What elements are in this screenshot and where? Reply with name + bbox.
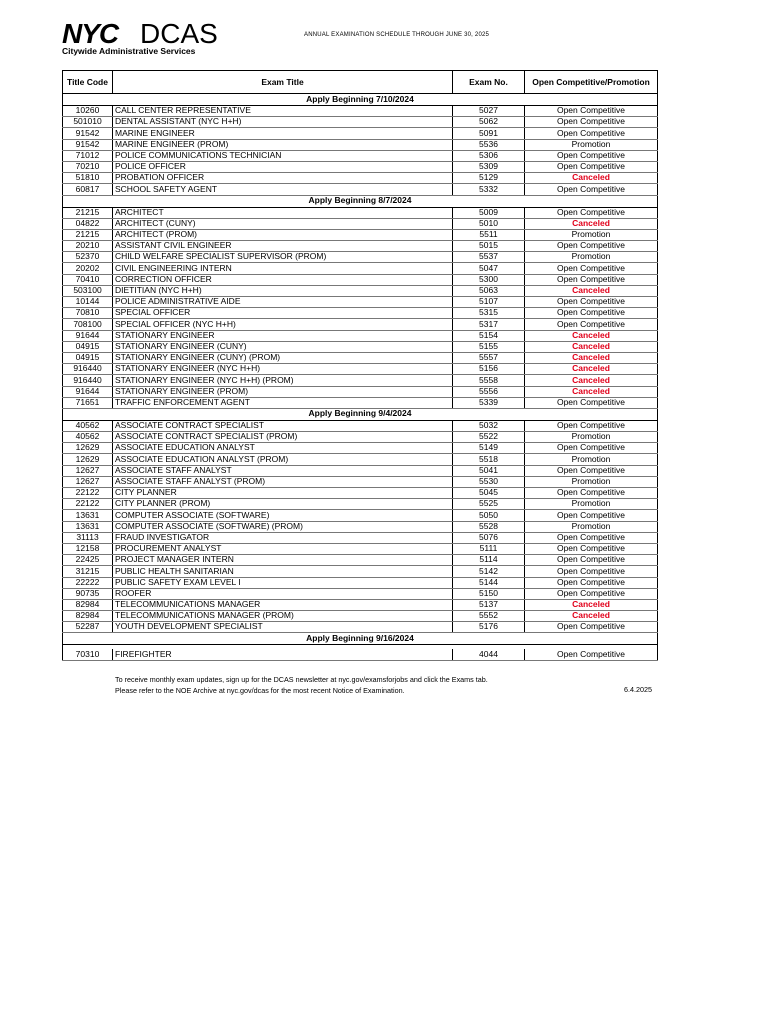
title-code-cell: 916440 xyxy=(63,364,113,375)
exam-title-cell: SCHOOL SAFETY AGENT xyxy=(113,184,453,195)
title-code-cell: 20202 xyxy=(63,263,113,274)
title-code-cell: 13631 xyxy=(63,510,113,521)
title-code-cell: 60817 xyxy=(63,184,113,195)
exam-title-cell: CHILD WELFARE SPECIALIST SUPERVISOR (PROM) xyxy=(113,252,453,263)
table-row xyxy=(63,252,658,263)
exam-title-cell: ASSOCIATE EDUCATION ANALYST xyxy=(113,443,453,454)
table-row xyxy=(63,420,658,431)
table-row xyxy=(63,173,658,184)
exam-title-cell: ARCHITECT (CUNY) xyxy=(113,218,453,229)
title-code-cell: 12627 xyxy=(63,465,113,476)
exam-title-cell: DENTAL ASSISTANT (NYC H+H) xyxy=(113,117,453,128)
title-code-cell: 70810 xyxy=(63,308,113,319)
exam-number-cell: 5511 xyxy=(453,229,525,240)
exam-number-cell: 5150 xyxy=(453,588,525,599)
table-row xyxy=(63,364,658,375)
table-row xyxy=(63,117,658,128)
exam-title-cell: ROOFER xyxy=(113,588,453,599)
exam-title-cell: POLICE OFFICER xyxy=(113,161,453,172)
table-row xyxy=(63,599,658,610)
exam-number-cell: 5556 xyxy=(453,386,525,397)
exam-title-cell: ARCHITECT (PROM) xyxy=(113,229,453,240)
title-code-cell: 12158 xyxy=(63,543,113,554)
exam-number-cell: 5144 xyxy=(453,577,525,588)
section-header-row xyxy=(63,195,658,207)
title-code-cell: 31215 xyxy=(63,566,113,577)
title-code-cell: 22425 xyxy=(63,555,113,566)
exam-title-cell: MARINE ENGINEER (PROM) xyxy=(113,139,453,150)
revision-date: 6.4.2025 xyxy=(624,685,652,694)
logo-subtitle: Citywide Administrative Services xyxy=(62,46,196,56)
exam-number-cell: 5557 xyxy=(453,352,525,363)
section-label: Apply Beginning 7/10/2024 xyxy=(63,94,658,106)
exam-type-cell: Promotion xyxy=(525,229,658,240)
nyc-dcas-logo xyxy=(62,18,218,58)
title-code-cell: 91644 xyxy=(63,386,113,397)
exam-type-cell: Open Competitive xyxy=(525,588,658,599)
exam-type-cell: Open Competitive xyxy=(525,566,658,577)
exam-number-cell: 5047 xyxy=(453,263,525,274)
exam-title-cell: CITY PLANNER xyxy=(113,488,453,499)
exam-title-cell: SPECIAL OFFICER (NYC H+H) xyxy=(113,319,453,330)
exam-title-cell: FRAUD INVESTIGATOR xyxy=(113,532,453,543)
exam-title-cell: TRAFFIC ENFORCEMENT AGENT xyxy=(113,397,453,408)
logo-dcas-text: DCAS xyxy=(140,18,218,49)
exam-title-cell: PROJECT MANAGER INTERN xyxy=(113,555,453,566)
title-code-cell: 52287 xyxy=(63,622,113,633)
exam-type-cell: Open Competitive xyxy=(525,488,658,499)
title-code-cell: 12629 xyxy=(63,454,113,465)
exam-type-cell: Open Competitive xyxy=(525,297,658,308)
exam-type-cell: Open Competitive xyxy=(525,420,658,431)
title-code-cell: 51810 xyxy=(63,173,113,184)
exam-type-cell: Promotion xyxy=(525,432,658,443)
table-row xyxy=(63,274,658,285)
exam-schedule-table xyxy=(62,70,658,661)
title-code-cell: 04822 xyxy=(63,218,113,229)
table-row xyxy=(63,543,658,554)
exam-number-cell: 5114 xyxy=(453,555,525,566)
exam-title-cell: PROCUREMENT ANALYST xyxy=(113,543,453,554)
exam-title-cell: FIREFIGHTER xyxy=(113,649,453,660)
exam-number-cell: 5050 xyxy=(453,510,525,521)
exam-number-cell: 5076 xyxy=(453,532,525,543)
exam-type-cell: Open Competitive xyxy=(525,308,658,319)
exam-number-cell: 5015 xyxy=(453,241,525,252)
title-code-cell: 70410 xyxy=(63,274,113,285)
exam-title-cell: ASSOCIATE CONTRACT SPECIALIST xyxy=(113,420,453,431)
column-header-type: Open Competitive/Promotion xyxy=(525,71,658,94)
title-code-cell: 71651 xyxy=(63,397,113,408)
exam-type-cell: Open Competitive xyxy=(525,510,658,521)
title-code-cell: 20210 xyxy=(63,241,113,252)
title-code-cell: 70310 xyxy=(63,649,113,660)
exam-number-cell: 5156 xyxy=(453,364,525,375)
table-row xyxy=(63,184,658,195)
exam-number-cell: 5129 xyxy=(453,173,525,184)
exam-number-cell: 5010 xyxy=(453,218,525,229)
title-code-cell: 22122 xyxy=(63,499,113,510)
exam-number-cell: 4044 xyxy=(453,649,525,660)
table-row xyxy=(63,207,658,218)
section-header-row xyxy=(63,408,658,420)
title-code-cell: 70210 xyxy=(63,161,113,172)
table-row xyxy=(63,352,658,363)
table-row xyxy=(63,622,658,633)
exam-type-cell: Open Competitive xyxy=(525,241,658,252)
table-row xyxy=(63,510,658,521)
column-header-exam-title: Exam Title xyxy=(113,71,453,94)
table-row xyxy=(63,139,658,150)
column-header-title-code: Title Code xyxy=(63,71,113,94)
title-code-cell: 91542 xyxy=(63,139,113,150)
title-code-cell: 10144 xyxy=(63,297,113,308)
exam-title-cell: CIVIL ENGINEERING INTERN xyxy=(113,263,453,274)
table-row xyxy=(63,532,658,543)
title-code-cell: 22222 xyxy=(63,577,113,588)
exam-number-cell: 5536 xyxy=(453,139,525,150)
table-row xyxy=(63,499,658,510)
table-row xyxy=(63,330,658,341)
section-label: Apply Beginning 9/4/2024 xyxy=(63,408,658,420)
exam-title-cell: COMPUTER ASSOCIATE (SOFTWARE) xyxy=(113,510,453,521)
title-code-cell: 22122 xyxy=(63,488,113,499)
exam-number-cell: 5107 xyxy=(453,297,525,308)
exam-number-cell: 5522 xyxy=(453,432,525,443)
exam-title-cell: TELECOMMUNICATIONS MANAGER (PROM) xyxy=(113,611,453,622)
title-code-cell: 40562 xyxy=(63,432,113,443)
section-label: Apply Beginning 8/7/2024 xyxy=(63,195,658,207)
exam-title-cell: POLICE COMMUNICATIONS TECHNICIAN xyxy=(113,150,453,161)
exam-number-cell: 5537 xyxy=(453,252,525,263)
exam-title-cell: PUBLIC SAFETY EXAM LEVEL I xyxy=(113,577,453,588)
exam-title-cell: STATIONARY ENGINEER (CUNY) (PROM) xyxy=(113,352,453,363)
exam-number-cell: 5142 xyxy=(453,566,525,577)
exam-type-cell: Canceled xyxy=(525,352,658,363)
title-code-cell: 12629 xyxy=(63,443,113,454)
section-header-row xyxy=(63,94,658,106)
exam-type-cell: Open Competitive xyxy=(525,184,658,195)
title-code-cell: 12627 xyxy=(63,476,113,487)
title-code-cell: 04915 xyxy=(63,352,113,363)
table-row xyxy=(63,443,658,454)
exam-number-cell: 5552 xyxy=(453,611,525,622)
exam-number-cell: 5306 xyxy=(453,150,525,161)
exam-type-cell: Open Competitive xyxy=(525,117,658,128)
exam-type-cell: Open Competitive xyxy=(525,319,658,330)
table-row xyxy=(63,649,658,660)
table-row xyxy=(63,375,658,386)
exam-number-cell: 5315 xyxy=(453,308,525,319)
exam-type-cell: Canceled xyxy=(525,285,658,296)
exam-number-cell: 5525 xyxy=(453,499,525,510)
exam-type-cell: Open Competitive xyxy=(525,397,658,408)
exam-type-cell: Promotion xyxy=(525,454,658,465)
exam-title-cell: DIETITIAN (NYC H+H) xyxy=(113,285,453,296)
exam-type-cell: Open Competitive xyxy=(525,128,658,139)
footer-archive-line: Please refer to the NOE Archive at nyc.gov/dcas for the most recent Notice of Examination. xyxy=(115,685,405,695)
exam-number-cell: 5091 xyxy=(453,128,525,139)
exam-title-cell: ASSISTANT CIVIL ENGINEER xyxy=(113,241,453,252)
table-row xyxy=(63,263,658,274)
exam-type-cell: Canceled xyxy=(525,173,658,184)
title-code-cell: 52370 xyxy=(63,252,113,263)
exam-type-cell: Canceled xyxy=(525,330,658,341)
table-row xyxy=(63,128,658,139)
exam-type-cell: Canceled xyxy=(525,386,658,397)
table-row xyxy=(63,555,658,566)
exam-number-cell: 5041 xyxy=(453,465,525,476)
exam-number-cell: 5332 xyxy=(453,184,525,195)
table-row xyxy=(63,341,658,352)
exam-type-cell: Open Competitive xyxy=(525,106,658,117)
title-code-cell: 10260 xyxy=(63,106,113,117)
exam-type-cell: Open Competitive xyxy=(525,263,658,274)
exam-title-cell: STATIONARY ENGINEER (NYC H+H) (PROM) xyxy=(113,375,453,386)
exam-type-cell: Promotion xyxy=(525,476,658,487)
title-code-cell: 82984 xyxy=(63,611,113,622)
document-title: ANNUAL EXAMINATION SCHEDULE THROUGH JUNE 30, 2025 xyxy=(304,32,490,38)
exam-number-cell: 5317 xyxy=(453,319,525,330)
title-code-cell: 501010 xyxy=(63,117,113,128)
title-code-cell: 916440 xyxy=(63,375,113,386)
table-row xyxy=(63,285,658,296)
exam-number-cell: 5530 xyxy=(453,476,525,487)
exam-title-cell: ASSOCIATE CONTRACT SPECIALIST (PROM) xyxy=(113,432,453,443)
title-code-cell: 31113 xyxy=(63,532,113,543)
table-row xyxy=(63,308,658,319)
exam-title-cell: CORRECTION OFFICER xyxy=(113,274,453,285)
exam-title-cell: POLICE ADMINISTRATIVE AIDE xyxy=(113,297,453,308)
table-row xyxy=(63,465,658,476)
title-code-cell: 71012 xyxy=(63,150,113,161)
exam-type-cell: Open Competitive xyxy=(525,622,658,633)
exam-number-cell: 5176 xyxy=(453,622,525,633)
exam-number-cell: 5155 xyxy=(453,341,525,352)
table-row xyxy=(63,588,658,599)
exam-title-cell: YOUTH DEVELOPMENT SPECIALIST xyxy=(113,622,453,633)
exam-number-cell: 5300 xyxy=(453,274,525,285)
exam-type-cell: Canceled xyxy=(525,611,658,622)
exam-type-cell: Canceled xyxy=(525,375,658,386)
table-row xyxy=(63,454,658,465)
table-row xyxy=(63,150,658,161)
exam-number-cell: 5063 xyxy=(453,285,525,296)
exam-number-cell: 5309 xyxy=(453,161,525,172)
exam-title-cell: COMPUTER ASSOCIATE (SOFTWARE) (PROM) xyxy=(113,521,453,532)
title-code-cell: 13631 xyxy=(63,521,113,532)
section-label: Apply Beginning 9/16/2024 xyxy=(63,633,658,645)
exam-title-cell: STATIONARY ENGINEER (CUNY) xyxy=(113,341,453,352)
title-code-cell: 82984 xyxy=(63,599,113,610)
exam-type-cell: Promotion xyxy=(525,139,658,150)
exam-title-cell: PUBLIC HEALTH SANITARIAN xyxy=(113,566,453,577)
table-row xyxy=(63,611,658,622)
exam-title-cell: STATIONARY ENGINEER (NYC H+H) xyxy=(113,364,453,375)
exam-title-cell: ASSOCIATE STAFF ANALYST xyxy=(113,465,453,476)
title-code-cell: 503100 xyxy=(63,285,113,296)
exam-number-cell: 5111 xyxy=(453,543,525,554)
exam-type-cell: Open Competitive xyxy=(525,465,658,476)
exam-type-cell: Open Competitive xyxy=(525,649,658,660)
table-row xyxy=(63,106,658,117)
title-code-cell: 04915 xyxy=(63,341,113,352)
footer-note xyxy=(115,675,488,696)
table-header-row xyxy=(63,71,658,94)
exam-number-cell: 5062 xyxy=(453,117,525,128)
title-code-cell: 40562 xyxy=(63,420,113,431)
table-row xyxy=(63,397,658,408)
exam-number-cell: 5032 xyxy=(453,420,525,431)
table-row xyxy=(63,521,658,532)
exam-title-cell: TELECOMMUNICATIONS MANAGER xyxy=(113,599,453,610)
title-code-cell: 21215 xyxy=(63,229,113,240)
exam-title-cell: ASSOCIATE EDUCATION ANALYST (PROM) xyxy=(113,454,453,465)
table-row xyxy=(63,218,658,229)
section-header-row xyxy=(63,633,658,645)
title-code-cell: 91542 xyxy=(63,128,113,139)
title-code-cell: 708100 xyxy=(63,319,113,330)
exam-number-cell: 5339 xyxy=(453,397,525,408)
exam-type-cell: Canceled xyxy=(525,218,658,229)
exam-number-cell: 5009 xyxy=(453,207,525,218)
exam-type-cell: Open Competitive xyxy=(525,532,658,543)
footer-newsletter-line: To receive monthly exam updates, sign up for the DCAS newsletter at nyc.gov/examsforjobs and click the Exams tab. xyxy=(115,675,488,684)
exam-type-cell: Canceled xyxy=(525,341,658,352)
exam-number-cell: 5027 xyxy=(453,106,525,117)
exam-type-cell: Canceled xyxy=(525,364,658,375)
exam-number-cell: 5154 xyxy=(453,330,525,341)
exam-type-cell: Open Competitive xyxy=(525,150,658,161)
exam-type-cell: Canceled xyxy=(525,599,658,610)
exam-title-cell: STATIONARY ENGINEER xyxy=(113,330,453,341)
exam-title-cell: STATIONARY ENGINEER (PROM) xyxy=(113,386,453,397)
exam-number-cell: 5045 xyxy=(453,488,525,499)
exam-type-cell: Open Competitive xyxy=(525,555,658,566)
table-row xyxy=(63,432,658,443)
exam-type-cell: Promotion xyxy=(525,499,658,510)
title-code-cell: 91644 xyxy=(63,330,113,341)
table-row xyxy=(63,577,658,588)
exam-title-cell: PROBATION OFFICER xyxy=(113,173,453,184)
exam-number-cell: 5558 xyxy=(453,375,525,386)
table-row xyxy=(63,241,658,252)
exam-type-cell: Open Competitive xyxy=(525,543,658,554)
title-code-cell: 21215 xyxy=(63,207,113,218)
exam-title-cell: CALL CENTER REPRESENTATIVE xyxy=(113,106,453,117)
exam-title-cell: CITY PLANNER (PROM) xyxy=(113,499,453,510)
table-row xyxy=(63,476,658,487)
table-row xyxy=(63,297,658,308)
logo-nyc-text: NYC xyxy=(62,18,119,49)
column-header-exam-no: Exam No. xyxy=(453,71,525,94)
exam-type-cell: Open Competitive xyxy=(525,207,658,218)
exam-type-cell: Open Competitive xyxy=(525,274,658,285)
exam-type-cell: Open Competitive xyxy=(525,577,658,588)
exam-type-cell: Open Competitive xyxy=(525,161,658,172)
exam-title-cell: MARINE ENGINEER xyxy=(113,128,453,139)
table-row xyxy=(63,566,658,577)
exam-title-cell: ARCHITECT xyxy=(113,207,453,218)
exam-number-cell: 5149 xyxy=(453,443,525,454)
exam-type-cell: Open Competitive xyxy=(525,443,658,454)
table-row xyxy=(63,229,658,240)
exam-number-cell: 5137 xyxy=(453,599,525,610)
title-code-cell: 90735 xyxy=(63,588,113,599)
exam-title-cell: SPECIAL OFFICER xyxy=(113,308,453,319)
exam-title-cell: ASSOCIATE STAFF ANALYST (PROM) xyxy=(113,476,453,487)
exam-number-cell: 5518 xyxy=(453,454,525,465)
exam-number-cell: 5528 xyxy=(453,521,525,532)
table-row xyxy=(63,161,658,172)
exam-type-cell: Promotion xyxy=(525,252,658,263)
table-row xyxy=(63,319,658,330)
table-row xyxy=(63,488,658,499)
table-row xyxy=(63,386,658,397)
table-body xyxy=(63,94,658,661)
exam-type-cell: Promotion xyxy=(525,521,658,532)
